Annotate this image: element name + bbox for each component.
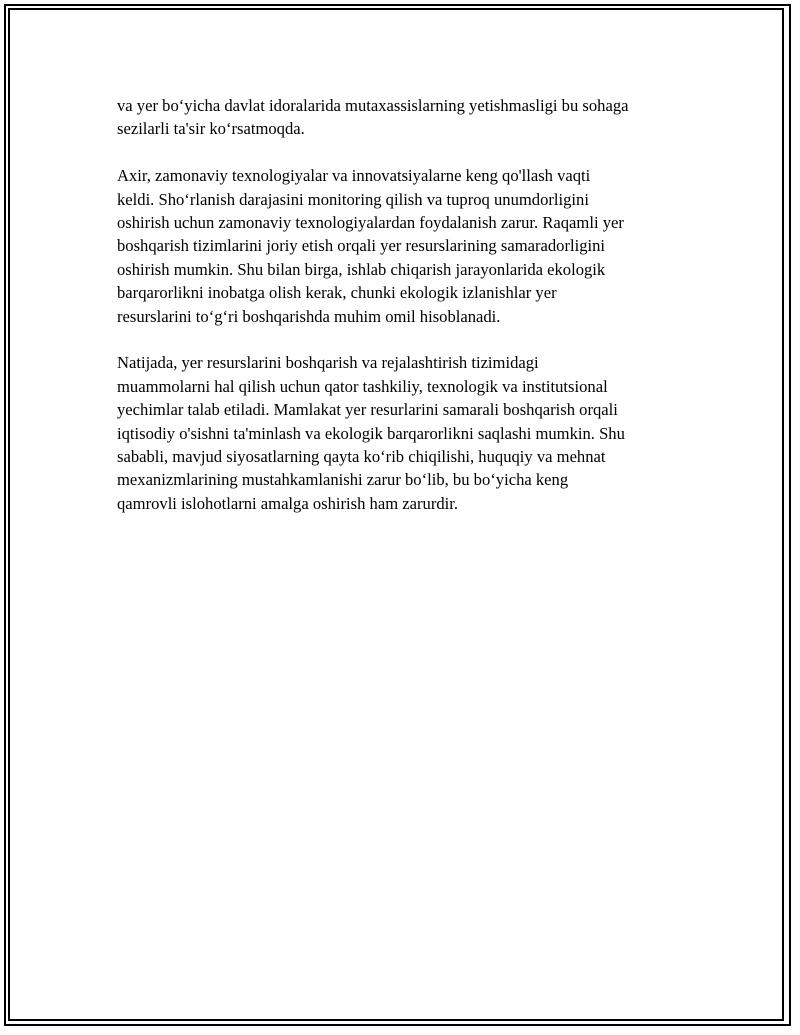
paragraph-3 [117,351,692,515]
text-line: boshqarish tizimlarini joriy etish orqali yer resurslarining samaradorligini [117,236,606,256]
text-line: mexanizmlarining mustahkamlanishi zarur bo‘lib, bu bo‘yicha keng [117,470,569,490]
paragraph-1 [117,94,692,141]
text-line: va yer bo‘yicha davlat idoralarida mutaxassislarning yetishmasligi bu sohaga [117,96,629,115]
text-line: Natijada, yer resurslarini boshqarish va rejalashtirish tizimidagi [117,353,539,373]
text-line: iqtisodiy o'sishni ta'minlash va ekologik barqarorlikni saqlashi mumkin. Shu [117,423,625,443]
text-line: yechimlar talab etiladi. Mamlakat yer resurlarini samarali boshqarish orqali [117,400,618,420]
text-line: muammolarni hal qilish uchun qator tashkiliy, texnologik va institutsional [117,376,608,396]
text-line: resurslarini to‘g‘ri boshqarishda muhim omil hisoblanadi. [117,306,501,326]
document-body [117,94,692,539]
text-line: barqarorlikni inobatga olish kerak, chunki ekologik izlanishlar yer [117,283,557,303]
text-line: keldi. Sho‘rlanish darajasini monitoring qilish va tuproq unumdorligini [117,189,589,209]
text-line: sababli, mavjud siyosatlarning qayta ko‘rib chiqilishi, huquqiy va mehnat [117,447,606,467]
paragraph-2 [117,164,692,328]
text-line: oshirish uchun zamonaviy texnologiyalardan foydalanish zarur. Raqamli yer [117,213,624,233]
text-line: oshirish mumkin. Shu bilan birga, ishlab chiqarish jarayonlarida ekologik [117,259,606,279]
text-line: sezilarli ta'sir ko‘rsatmoqda. [117,119,305,139]
text-line: qamrovli islohotlarni amalga oshirish ham zarurdir. [117,493,459,513]
text-line: Axir, zamonaviy texnologiyalar va innovatsiyalarne keng qo'llash vaqti [117,166,591,186]
